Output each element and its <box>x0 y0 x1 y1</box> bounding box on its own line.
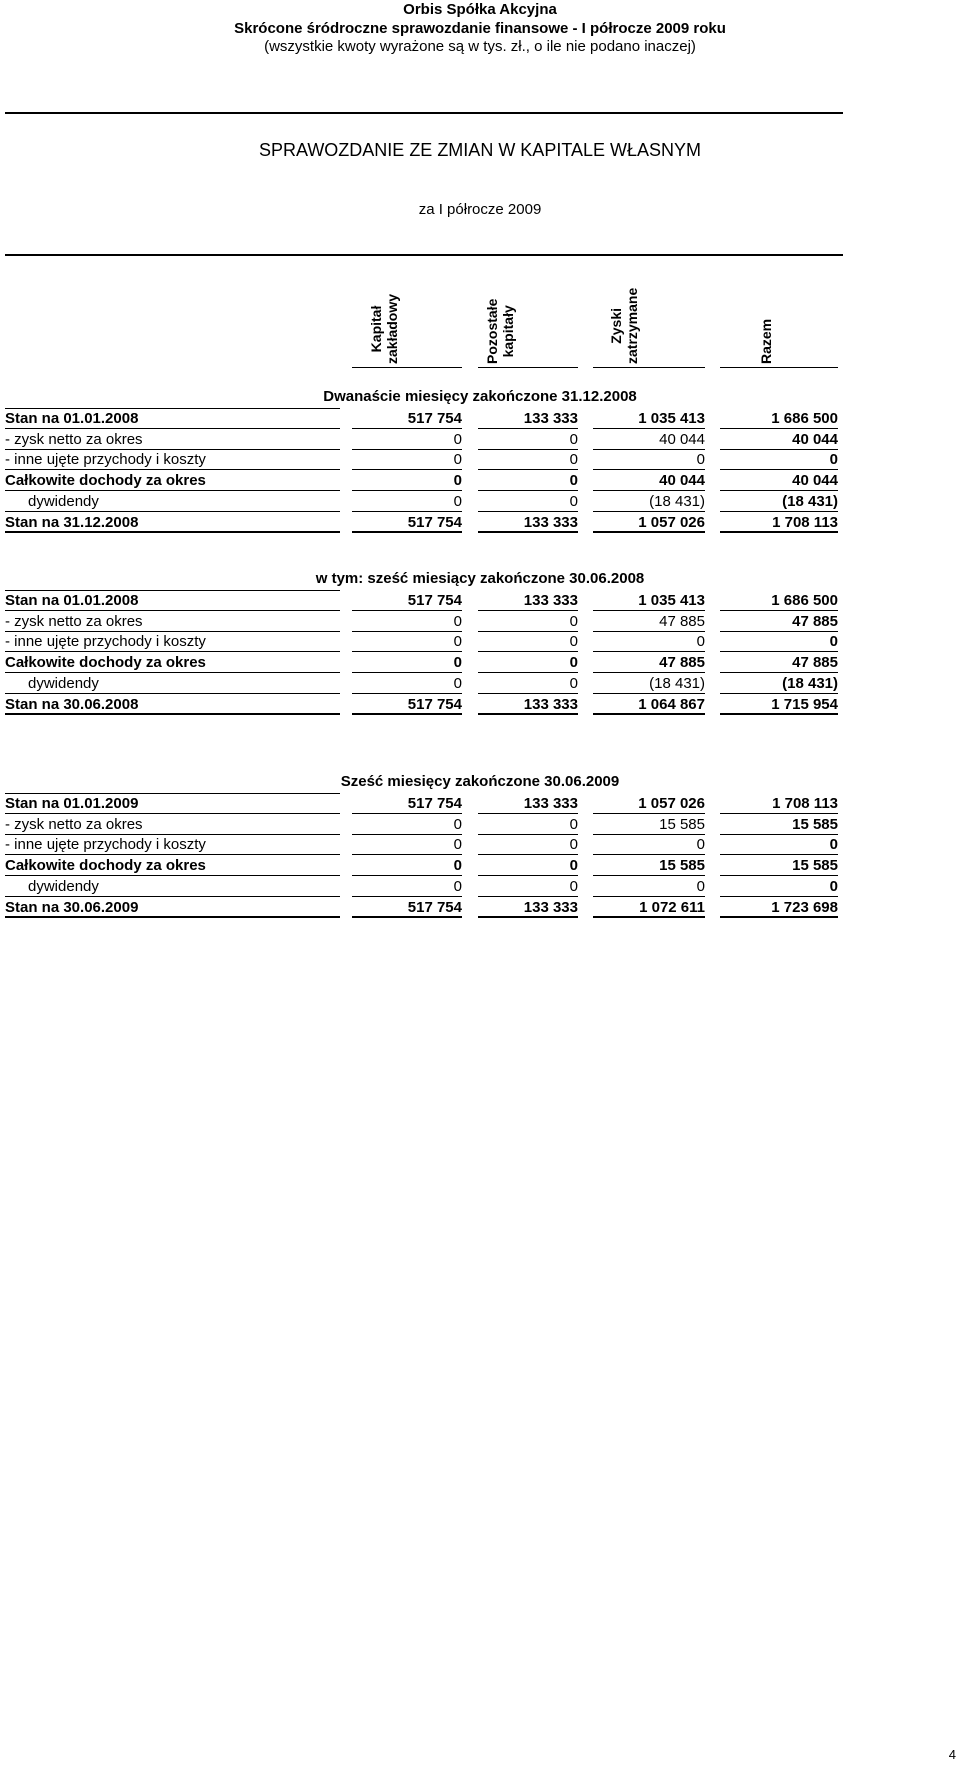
cell-value: 47 885 <box>659 654 705 672</box>
cell-value: 517 754 <box>407 695 462 713</box>
cell-value: 15 585 <box>659 815 705 833</box>
cell-value: 1 057 026 <box>638 795 705 812</box>
row-label: - inne ujęte przychody i koszty <box>5 451 206 469</box>
table-row <box>0 408 960 429</box>
cell-value: (18 431) <box>782 674 838 692</box>
cell-value: 0 <box>569 430 578 448</box>
cell-value: 0 <box>453 815 462 833</box>
cell-underline <box>720 531 838 533</box>
cell-value: 1 035 413 <box>638 410 705 427</box>
table-row <box>0 814 960 835</box>
row-label: - inne ujęte przychody i koszty <box>5 633 206 651</box>
cell-value: 0 <box>453 857 462 875</box>
table-row <box>0 855 960 876</box>
cell-value: 133 333 <box>523 410 578 427</box>
cell-value: 133 333 <box>523 513 578 531</box>
cell-value: 1 708 113 <box>772 795 838 812</box>
cell-underline <box>478 916 578 918</box>
cell-value: 0 <box>829 877 838 895</box>
page-number: 4 <box>948 1747 956 1762</box>
section-title: Dwanaście miesięcy zakończone 31.12.2008 <box>323 388 637 405</box>
section-title: w tym: sześć miesiący zakończone 30.06.2008 <box>315 570 645 587</box>
cell-value: 15 585 <box>792 857 838 875</box>
cell-value: 0 <box>453 633 462 651</box>
row-label: dywidendy <box>28 674 99 692</box>
table-row <box>0 793 960 814</box>
cell-underline <box>720 713 838 715</box>
row-label: dywidendy <box>28 877 99 895</box>
cell-value: 1 723 698 <box>771 898 838 916</box>
cell-value: 15 585 <box>792 815 838 833</box>
cell-underline <box>352 916 462 918</box>
cell-value: 1 715 954 <box>771 695 838 713</box>
cell-value: 0 <box>569 674 578 692</box>
table-row <box>0 590 960 611</box>
row-overline <box>5 590 340 591</box>
cell-value: 517 754 <box>407 898 462 916</box>
column-header-3 <box>608 288 640 364</box>
cell-value: 40 044 <box>792 430 838 448</box>
cell-value: 517 754 <box>407 410 462 427</box>
column-header-line1: Razem <box>758 318 774 364</box>
cell-value: (18 431) <box>649 674 705 692</box>
cell-underline <box>593 531 705 533</box>
row-label: - zysk netto za okres <box>5 430 143 448</box>
table-row <box>0 512 960 533</box>
table-row <box>0 694 960 715</box>
cell-value: 1 064 867 <box>638 695 705 713</box>
cell-value: 47 885 <box>792 654 838 672</box>
cell-value: 0 <box>569 836 578 854</box>
cell-underline <box>720 916 838 918</box>
row-label: dywidendy <box>28 492 99 510</box>
table-row <box>0 429 960 450</box>
row-underline <box>5 916 340 918</box>
row-label: Stan na 30.06.2008 <box>5 695 139 713</box>
column-header-underline <box>720 367 838 368</box>
cell-value: 0 <box>696 877 705 895</box>
cell-value: 1 686 500 <box>771 410 838 427</box>
cell-value: (18 431) <box>649 492 705 510</box>
row-underline <box>5 713 340 715</box>
cell-value: 0 <box>453 654 462 672</box>
cell-value: 0 <box>829 836 838 854</box>
cell-underline <box>593 916 705 918</box>
cell-value: 1 686 500 <box>771 592 838 609</box>
row-label: Całkowite dochody za okres <box>5 654 206 672</box>
report-title: Skrócone śródroczne sprawozdanie finansowe - I półrocze 2009 roku <box>234 20 726 37</box>
table-row <box>0 897 960 918</box>
cell-value: 0 <box>569 654 578 672</box>
cell-value: 0 <box>453 836 462 854</box>
cell-value: 40 044 <box>659 430 705 448</box>
cell-value: 0 <box>569 492 578 510</box>
table-row <box>0 834 960 855</box>
cell-value: 0 <box>453 674 462 692</box>
column-header-line2: kapitały <box>500 305 516 358</box>
cell-value: 517 754 <box>407 513 462 531</box>
cell-value: 1 072 611 <box>639 898 705 916</box>
cell-value: 0 <box>569 815 578 833</box>
cell-value: 133 333 <box>523 592 578 609</box>
cell-value: 0 <box>453 612 462 630</box>
cell-value: 0 <box>453 451 462 469</box>
section-title: Sześć miesięcy zakończone 30.06.2009 <box>340 773 620 790</box>
column-header-line2: zakładowy <box>384 293 400 364</box>
row-label: Stan na 31.12.2008 <box>5 513 139 531</box>
table-row <box>0 652 960 673</box>
table-row <box>0 876 960 897</box>
column-header-4 <box>758 319 774 364</box>
cell-value: 0 <box>696 836 705 854</box>
table-row <box>0 491 960 512</box>
cell-underline <box>593 713 705 715</box>
cell-value: 40 044 <box>792 472 838 490</box>
cell-value: 133 333 <box>523 795 578 812</box>
row-underline <box>5 531 340 533</box>
cell-value: 0 <box>453 877 462 895</box>
cell-value: 1 057 026 <box>638 513 705 531</box>
cell-value: 0 <box>569 472 578 490</box>
row-label: - zysk netto za okres <box>5 815 143 833</box>
cell-value: 0 <box>453 472 462 490</box>
table-row <box>0 673 960 694</box>
column-header-underline <box>352 367 462 368</box>
table-row <box>0 470 960 491</box>
row-label: Stan na 01.01.2008 <box>5 592 139 609</box>
cell-value: 47 885 <box>659 612 705 630</box>
cell-value: 0 <box>569 451 578 469</box>
cell-underline <box>478 531 578 533</box>
cell-value: 1 708 113 <box>772 513 838 531</box>
cell-value: 15 585 <box>659 857 705 875</box>
cell-value: (18 431) <box>782 492 838 510</box>
column-header-underline <box>478 367 578 368</box>
row-overline <box>5 793 340 794</box>
table-row <box>0 449 960 470</box>
cell-value: 0 <box>569 633 578 651</box>
row-label: Całkowite dochody za okres <box>5 472 206 490</box>
cell-value: 0 <box>569 612 578 630</box>
cell-value: 133 333 <box>523 695 578 713</box>
column-header-line1: Pozostałe <box>484 298 500 364</box>
row-label: Stan na 01.01.2008 <box>5 410 139 427</box>
cell-value: 0 <box>829 451 838 469</box>
cell-value: 0 <box>569 857 578 875</box>
row-label: Całkowite dochody za okres <box>5 857 206 875</box>
cell-value: 0 <box>696 451 705 469</box>
table-row <box>0 631 960 652</box>
column-header-line2: zatrzymane <box>624 287 640 364</box>
cell-value: 517 754 <box>407 795 462 812</box>
cell-value: 0 <box>453 430 462 448</box>
cell-value: 133 333 <box>523 898 578 916</box>
column-header-underline <box>593 367 705 368</box>
header-rule <box>5 112 843 114</box>
statement-title: SPRAWOZDANIE ZE ZMIAN W KAPITALE WŁASNYM <box>258 140 702 160</box>
cell-value: 0 <box>829 633 838 651</box>
units-note: (wszystkie kwoty wyrażone są w tys. zł., o ile nie podano inaczej) <box>264 38 696 55</box>
cell-underline <box>478 713 578 715</box>
cell-value: 47 885 <box>792 612 838 630</box>
column-header-2 <box>484 299 516 364</box>
column-header-line1: Zyski <box>608 307 624 344</box>
cell-value: 0 <box>453 492 462 510</box>
cell-value: 0 <box>569 877 578 895</box>
statement-period: za I półrocze 2009 <box>418 201 542 218</box>
row-label: Stan na 30.06.2009 <box>5 898 139 916</box>
table-row <box>0 611 960 632</box>
column-header-top-rule <box>5 254 843 256</box>
company-name: Orbis Spółka Akcyjna <box>403 1 557 18</box>
column-header-1 <box>368 294 400 364</box>
row-label: - inne ujęte przychody i koszty <box>5 836 206 854</box>
cell-underline <box>352 713 462 715</box>
cell-value: 0 <box>696 633 705 651</box>
row-label: - zysk netto za okres <box>5 612 143 630</box>
row-label: Stan na 01.01.2009 <box>5 795 139 812</box>
cell-underline <box>352 531 462 533</box>
cell-value: 517 754 <box>407 592 462 609</box>
row-overline <box>5 408 340 409</box>
cell-value: 1 035 413 <box>638 592 705 609</box>
column-header-line1: Kapitał <box>368 305 384 353</box>
cell-value: 40 044 <box>659 472 705 490</box>
